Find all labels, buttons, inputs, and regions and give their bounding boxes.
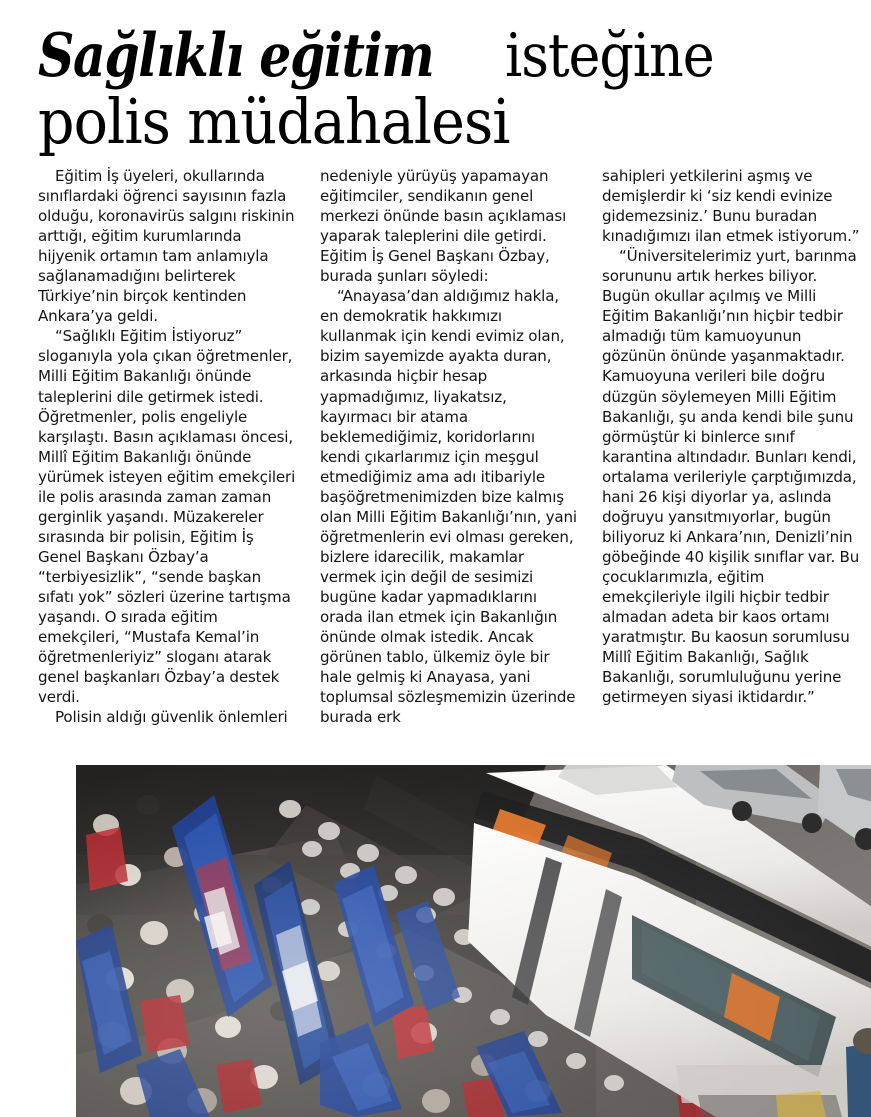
photo-illustration [76,765,871,1117]
headline-line-2 [38,85,848,159]
paragraph: “Üniversitelerimiz yurt, barınma sorununu artık herkes biliyor. Bugün okullar açılmış ve Milli Eğitim Bakanlığı’nın hiçbir tedbir almadığı tüm kamuoyunun gözünün önünde yaşanmaktadır. Kamuoyuna verileri bile doğru düzgün söylemeyen Milli Eğitim Bakanlığı, şu anda kendi bile şunu görmüştür ki binlerce sınıf karantina altındadır. Bunları kendi, ortalama verileriyle çarptığımızda, hani 26 kişi diyorlar ya, aslında doğruyu yansıtmıyorlar, bugün biliyoruz ki Ankara’nın, Denizli’nin göbeğinde 40 kişilik sınıflar var. Bu çocuklarımızla, eğitim emekçileriyle ilgili hiçbir tedbir almadan adeta bir kaos ortamı yaratmıştır. Bu kaosun sorumlusu Millî Eğitim Bakanlığı, Sağlık Bakanlığı, sorumluluğunu yerine getirmeyen siyasi iktidardır.” [602,247,860,707]
article-column-1 [38,166,297,736]
paragraph: Eğitim İş üyeleri, okullarında sınıflardaki öğrenci sayısının fazla olduğu, koronavirüs salgını riskinin arttığı, eğitim kurumlarında hijyenik ortamın tam anlamıyla sağlanamadığını belirterek Türkiye’nin birçok kentinden Ankara’ya geldi. [38,167,295,326]
paragraph: nedeniyle yürüyüş yapamayan eğitimciler, sendikanın genel merkezi önünde basın açıklaması yaparak taleplerini dile getirdi. Eğitim İş Genel Başkanı Özbay, burada şunları söyledi: [320,167,567,286]
headline-rest: isteğine [504,21,714,92]
article-column-2 [320,166,579,736]
paragraph: sahipleri yetkilerini aşmış ve demişlerdir ki ‘siz kendi evinize gidemezsiniz.’ Bunu buradan kınadığımızı ilan etmek istiyorum.” [602,167,860,246]
page-title [38,21,848,159]
article-column-3 [602,166,861,736]
article-body [38,166,862,736]
protest-crowd-photo [76,765,871,1117]
headline-emphasis: Sağlıklı eğitim [38,21,434,92]
paragraph: Polisin aldığı güvenlik önlemleri [55,708,288,727]
paragraph: “Sağlıklı Eğitim İstiyoruz” sloganıyla yola çıkan öğretmenler, Milli Eğitim Bakanlığı önünde taleplerini dile getirmek istedi. Öğretmenler, polis engeliyle karşılaştı. Basın açıklaması öncesi, Millî Eğitim Bakanlığı önünde yürümek isteyen eğitim emekçileri ile polis arasında zaman zaman gerginlik yaşandı. Müzakereler sırasında bir polisin, Eğitim İş Genel Başkanı Özbay’a “terbiyesizlik”, “sende başkan sıfatı yok” sözleri üzerine tartışma yaşandı. O sırada eğitim emekçileri, “Mustafa Kemal’in öğretmenleriyiz” sloganı atarak genel başkanları Özbay’a destek verdi. [38,327,296,707]
headline-line-2-text: polis müdahalesi [38,85,510,159]
headline-line-1 [38,21,848,92]
paragraph: “Anayasa’dan aldığımız hakla, en demokratik hakkımızı kullanmak için kendi evimiz olan, bizim sayemizde ayakta duran, arkasında hiçbir hesap yapmadığımız, liyakatsız, kayırmacı bir atama beklemediğimiz, koridorlarını kendi çıkarlarımız için meşgul etmediğimiz ama adı itibariyle başöğretmenimizden bize kalmış olan Milli Eğitim Bakanlığı’nın, yani öğretmenlerin evi olması gereken, bizlere idarecilik, makamlar vermek için değil de sesimizi bugüne kadar yapmadıklarını orada ilan etmek için Bakanlığın önünde olmak istedik. Ancak görünen tablo, ülkemiz öyle bir hale gelmiş ki Anayasa, yani toplumsal sözleşmemizin üzerinde burada erk [320,287,577,727]
